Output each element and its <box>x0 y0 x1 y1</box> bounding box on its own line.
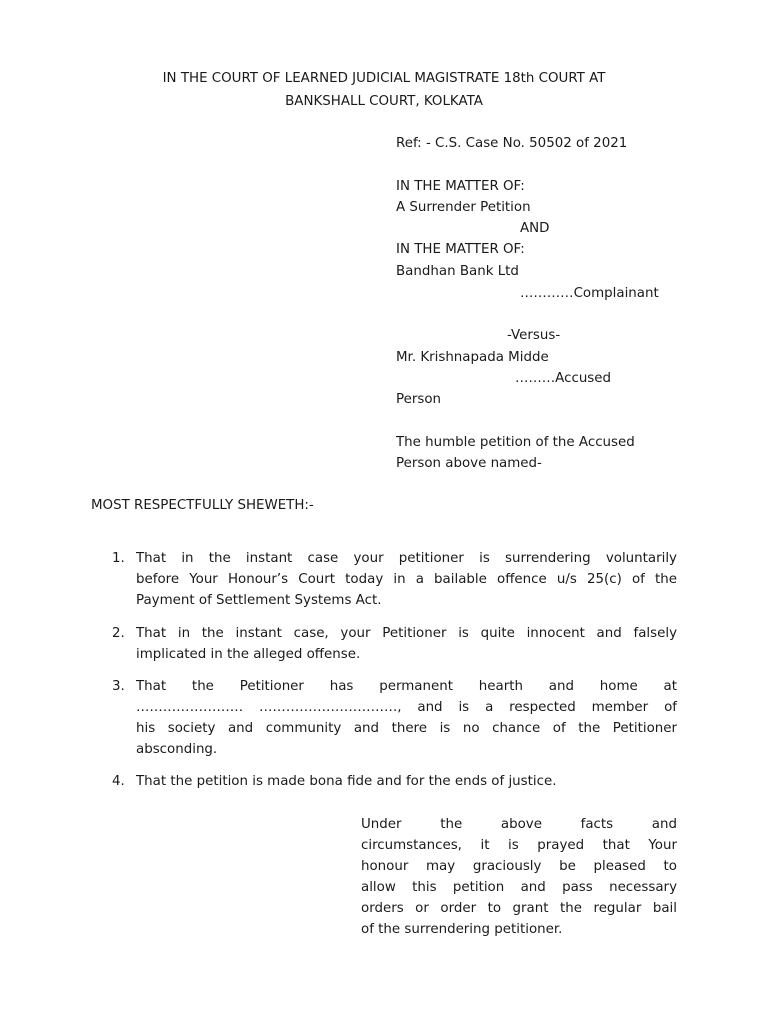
point-line: That in the instant case, your Petitioner is quite innocent and falsely <box>136 626 677 641</box>
point-paragraph <box>136 771 677 792</box>
accused-name: Mr. Krishnapada Midde <box>396 350 549 365</box>
point-number: 3. <box>112 679 125 694</box>
matter-label-1: IN THE MATTER OF: <box>396 179 525 194</box>
matter-label-2: IN THE MATTER OF: <box>396 242 525 257</box>
matter-value-1: A Surrender Petition <box>396 200 531 215</box>
complainant-role: …………Complainant <box>520 286 659 301</box>
point-number: 4. <box>112 774 125 789</box>
petition-intro-line-2: Person above named- <box>396 456 542 471</box>
point-paragraph <box>136 623 677 665</box>
point-number: 1. <box>112 551 125 566</box>
prayer-line: honour may graciously be pleased to <box>361 859 677 874</box>
prayer-line: of the surrendering petitioner. <box>361 922 563 937</box>
point-line: …………………… …………………………., and is a respected member of <box>136 700 677 715</box>
versus-label: -Versus- <box>507 328 561 343</box>
point-line: That the petition is made bona fide and for the ends of justice. <box>136 774 557 789</box>
point-line: his society and community and there is no chance of the Petitioner <box>136 721 677 736</box>
point-line: before Your Honour’s Court today in a bailable offence u/s 25(c) of the <box>136 572 677 587</box>
prayer-line: orders or order to grant the regular bail <box>361 901 677 916</box>
point-paragraph <box>136 676 677 760</box>
and-connector: AND <box>520 221 550 236</box>
complainant-name: Bandhan Bank Ltd <box>396 264 519 279</box>
point-number: 2. <box>112 626 125 641</box>
prayer-line: circumstances, it is prayed that Your <box>361 838 677 853</box>
point-line: Payment of Settlement Systems Act. <box>136 593 382 608</box>
point-line: That the Petitioner has permanent hearth and home at <box>136 679 677 694</box>
point-paragraph <box>136 548 677 611</box>
prayer-line: Under the above facts and <box>361 817 677 832</box>
accused-role: ………Accused <box>515 371 612 386</box>
accused-role-continued: Person <box>396 392 441 407</box>
court-heading-line-1: IN THE COURT OF LEARNED JUDICIAL MAGISTRATE 18th COURT AT <box>162 71 606 86</box>
point-line: implicated in the alleged offense. <box>136 647 361 662</box>
sheweth-heading: MOST RESPECTFULLY SHEWETH:- <box>91 498 314 513</box>
prayer-paragraph <box>361 814 677 940</box>
case-reference: Ref: - C.S. Case No. 50502 of 2021 <box>396 136 628 151</box>
petition-intro-line-1: The humble petition of the Accused <box>396 435 635 450</box>
court-heading-line-2: BANKSHALL COURT, KOLKATA <box>285 94 483 109</box>
point-line: That in the instant case your petitioner is surrendering voluntarily <box>136 551 677 566</box>
point-line: absconding. <box>136 742 218 757</box>
prayer-line: allow this petition and pass necessary <box>361 880 677 895</box>
